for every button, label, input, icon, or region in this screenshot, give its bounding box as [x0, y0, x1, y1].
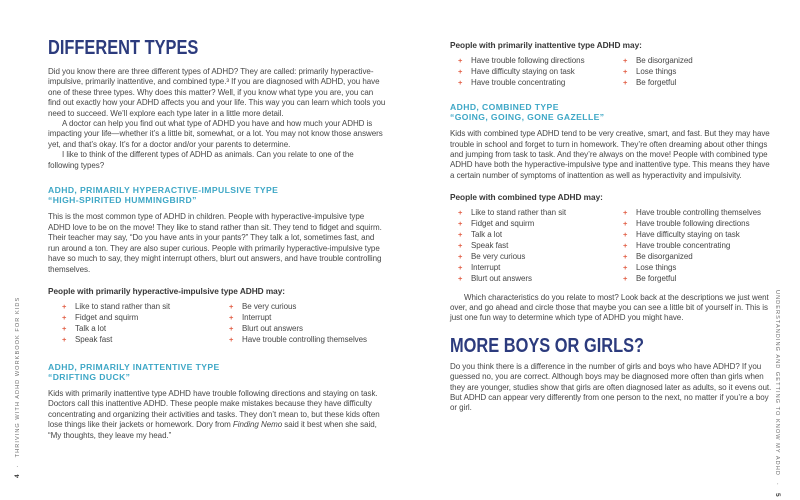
- section-heading-hyperactive: [48, 185, 386, 205]
- plus-bullet-icon: +: [62, 301, 67, 311]
- combined-list-col2: [611, 208, 772, 284]
- plus-bullet-icon: +: [623, 251, 628, 261]
- hyperactive-list: [48, 302, 386, 346]
- list-item-label: Like to stand rather than sit: [75, 301, 171, 311]
- list-item-label: Be disorganized: [636, 251, 693, 261]
- list-item-label: Have trouble concentrating: [636, 240, 731, 250]
- list-item: [623, 78, 772, 89]
- combined-list: [450, 208, 772, 284]
- section-heading-combined: [450, 102, 772, 122]
- section-title-boys-girls: MORE BOYS OR GIRLS?: [450, 334, 645, 357]
- list-item: [62, 335, 217, 346]
- list-item-label: Have trouble controlling themselves: [242, 334, 367, 344]
- inattentive-list: [450, 56, 772, 89]
- list-item: [458, 252, 611, 263]
- list-item: [458, 241, 611, 252]
- list-item: [229, 324, 386, 335]
- combined-list-intro: People with combined type ADHD may:: [450, 192, 603, 203]
- list-item: [623, 67, 772, 78]
- list-item: [458, 230, 611, 241]
- plus-bullet-icon: +: [62, 312, 67, 322]
- plus-bullet-icon: +: [458, 219, 463, 229]
- list-item: [458, 274, 611, 285]
- list-item: [623, 252, 772, 263]
- list-item-label: Fidget and squirm: [471, 219, 535, 229]
- list-item: [229, 313, 386, 324]
- intro-paragraph-1: Did you know there are three different types of ADHD? They are called: primarily hyperactive-impulsive, primarily inattentive, and combined type.³ If you are diagnosed with ADHD, you have one of these three types. Why does this matter? Well, if you know what type you are, you can find out exactly how your ADHD affects you and your life. This way you can learn which tools you need to succeed. We’ll explore each type later in a little more detail.: [48, 67, 386, 118]
- boys-girls-body: Do you think there is a difference in the number of girls and boys who have ADHD? If you guessed no, you are correct. Although boys may be diagnosed more often than girls when they are younger, studies show that girls are often diagnosed later as adults, so it evens out. But ADHD can appear very differently from one person to the next, no matter if you’re a boy or girl.: [450, 361, 772, 413]
- section-heading-inattentive: [48, 362, 386, 382]
- hyperactive-body: This is the most common type of ADHD in children. People with hyperactive-impulsive type ADHD love to be on the move! They like to stand rather than sit. They tend to fidget and squirm. Their teacher may say, “Do you have ants in your pants?” They talk a lot, sometimes fast, and run around a ton. They are also super curious. People with primarily hyperactive-impulsive type have so much to say, they might interrupt others, blurt out answers, and have trouble controlling themselves.: [48, 212, 382, 274]
- plus-bullet-icon: +: [623, 273, 628, 283]
- plus-bullet-icon: +: [458, 240, 463, 250]
- list-item: [62, 324, 217, 335]
- list-item-label: Have trouble concentrating: [471, 77, 566, 87]
- plus-bullet-icon: +: [623, 66, 628, 76]
- plus-bullet-icon: +: [623, 229, 628, 239]
- list-item-label: Blurt out answers: [242, 323, 303, 333]
- inattentive-list-col1: [450, 56, 611, 89]
- plus-bullet-icon: +: [62, 323, 67, 333]
- hyperactive-list-col1: [48, 302, 217, 346]
- page-number-left: 4: [14, 474, 21, 478]
- list-item: [623, 263, 772, 274]
- hyperactive-list-intro: People with primarily hyperactive-impulsive type ADHD may:: [48, 285, 286, 296]
- section-heading-line1: ADHD, COMBINED TYPE: [450, 101, 559, 112]
- list-item: [623, 219, 772, 230]
- spine-left: [14, 297, 21, 478]
- list-item-label: Fidget and squirm: [75, 312, 139, 322]
- list-item: [623, 56, 772, 67]
- section-heading-line1: ADHD, PRIMARILY INATTENTIVE TYPE: [48, 361, 220, 372]
- movie-title-italic: Finding Nemo: [232, 420, 283, 430]
- section-heading-line2: “HIGH-SPIRITED HUMMINGBIRD”: [48, 195, 197, 206]
- plus-bullet-icon: +: [623, 262, 628, 272]
- intro-paragraph-2: A doctor can help you find out what type of ADHD you have and how much your ADHD is impacting your life—whether it’s a little bit, somewhat, or a lot. You may not know those answers yet, and that’s okay. It’s for a doctor and/or your parents to determine.: [48, 119, 383, 149]
- plus-bullet-icon: +: [229, 334, 234, 344]
- list-item-label: Lose things: [636, 262, 677, 272]
- circle-paragraph: Which characteristics do you relate to most? Look back at the descriptions we just went over, and go ahead and circle those that maybe you can see a little bit of yourself in. This is just one fun way to determine which type of ADHD you might have.: [450, 292, 769, 323]
- list-item-label: Interrupt: [471, 262, 501, 272]
- list-item: [458, 219, 611, 230]
- inattentive-body-text: Kids with primarily inattentive type ADHD have trouble following directions and staying on task. Doctors call this inattentive ADHD. These people make mistakes because they have difficulty concentrating and organizing their activities and tasks. They don’t mean to, but these kids often lose things like their jackets or homework. Dory from: [48, 388, 380, 430]
- list-item-label: Interrupt: [242, 312, 272, 322]
- section-heading-line2: “DRIFTING DUCK”: [48, 371, 131, 382]
- page-right: [450, 38, 772, 414]
- plus-bullet-icon: +: [623, 208, 628, 218]
- section-heading-line1: ADHD, PRIMARILY HYPERACTIVE-IMPULSIVE TYPE: [48, 185, 279, 196]
- list-item: [62, 302, 217, 313]
- list-item-label: Be forgetful: [636, 273, 677, 283]
- section-heading-line2: “GOING, GOING, GONE GAZELLE”: [450, 111, 605, 122]
- inattentive-body: [48, 389, 386, 441]
- plus-bullet-icon: +: [229, 323, 234, 333]
- plus-bullet-icon: +: [623, 240, 628, 250]
- list-item: [458, 208, 611, 219]
- list-item: [458, 263, 611, 274]
- list-item: [623, 230, 772, 241]
- dot-separator-icon: ·: [774, 482, 781, 486]
- list-item-label: Talk a lot: [471, 229, 503, 239]
- list-item-label: Have difficulty staying on task: [636, 229, 740, 239]
- list-item: [229, 335, 386, 346]
- list-item-label: Speak fast: [471, 240, 509, 250]
- list-item-label: Be very curious: [242, 301, 297, 311]
- list-item-label: Like to stand rather than sit: [471, 208, 567, 218]
- plus-bullet-icon: +: [62, 334, 67, 344]
- list-item: [229, 302, 386, 313]
- list-item-label: Have trouble following directions: [636, 219, 750, 229]
- list-item-label: Have difficulty staying on task: [471, 66, 575, 76]
- list-item-label: Speak fast: [75, 334, 113, 344]
- page-left: [48, 38, 386, 441]
- inattentive-list-col2: [611, 56, 772, 89]
- plus-bullet-icon: +: [458, 77, 463, 87]
- list-item: [623, 241, 772, 252]
- inattentive-list-intro: People with primarily inattentive type ADHD may:: [450, 40, 642, 50]
- list-item: [623, 208, 772, 219]
- plus-bullet-icon: +: [623, 77, 628, 87]
- combined-list-col1: [450, 208, 611, 284]
- list-item: [62, 313, 217, 324]
- list-item-label: Lose things: [636, 66, 677, 76]
- list-item-label: Be disorganized: [636, 56, 693, 65]
- running-head-left: THRIVING WITH ADHD WORKBOOK FOR KIDS: [14, 296, 21, 458]
- list-item-label: Have trouble following directions: [471, 56, 585, 65]
- plus-bullet-icon: +: [229, 301, 234, 311]
- plus-bullet-icon: +: [458, 229, 463, 239]
- combined-body: Kids with combined type ADHD tend to be very creative, smart, and fast. But they may have trouble in school and forget to turn in homework. They’re often dreaming about other things and jumping from task to task. And they’re always on the move! People with combined type ADHD have both the hyperactive-impulsive type and inattentive type. This means they have a certain number of symptoms of inattention as well as hyperactivity and impulsivity.: [450, 129, 770, 180]
- plus-bullet-icon: +: [229, 312, 234, 322]
- list-item-label: Talk a lot: [75, 323, 107, 333]
- hyperactive-list-col2: [217, 302, 386, 346]
- list-item-label: Blurt out answers: [471, 273, 532, 283]
- dot-separator-icon: ·: [14, 464, 21, 468]
- list-item: [623, 274, 772, 285]
- list-item-label: Be forgetful: [636, 77, 677, 87]
- intro-paragraph-3: I like to think of the different types of ADHD as animals. Can you relate to one of the following types?: [48, 150, 354, 170]
- inattentive-body-text: said it best when she said, “My thoughts, they leave my head.”: [48, 420, 377, 440]
- chapter-title: DIFFERENT TYPES: [48, 37, 199, 59]
- plus-bullet-icon: +: [623, 219, 628, 229]
- list-item-label: Have trouble controlling themselves: [636, 208, 761, 218]
- plus-bullet-icon: +: [458, 56, 463, 65]
- list-item: [458, 56, 611, 67]
- list-item: [458, 67, 611, 78]
- plus-bullet-icon: +: [623, 56, 628, 65]
- running-head-right: UNDERSTANDING AND GETTING TO KNOW MY ADHD: [774, 290, 781, 476]
- plus-bullet-icon: +: [458, 273, 463, 283]
- list-item: [458, 78, 611, 89]
- plus-bullet-icon: +: [458, 262, 463, 272]
- plus-bullet-icon: +: [458, 251, 463, 261]
- plus-bullet-icon: +: [458, 66, 463, 76]
- page-number-right: 5: [774, 492, 781, 497]
- plus-bullet-icon: +: [458, 208, 463, 218]
- list-item-label: Be very curious: [471, 251, 526, 261]
- spine-right: [774, 290, 781, 497]
